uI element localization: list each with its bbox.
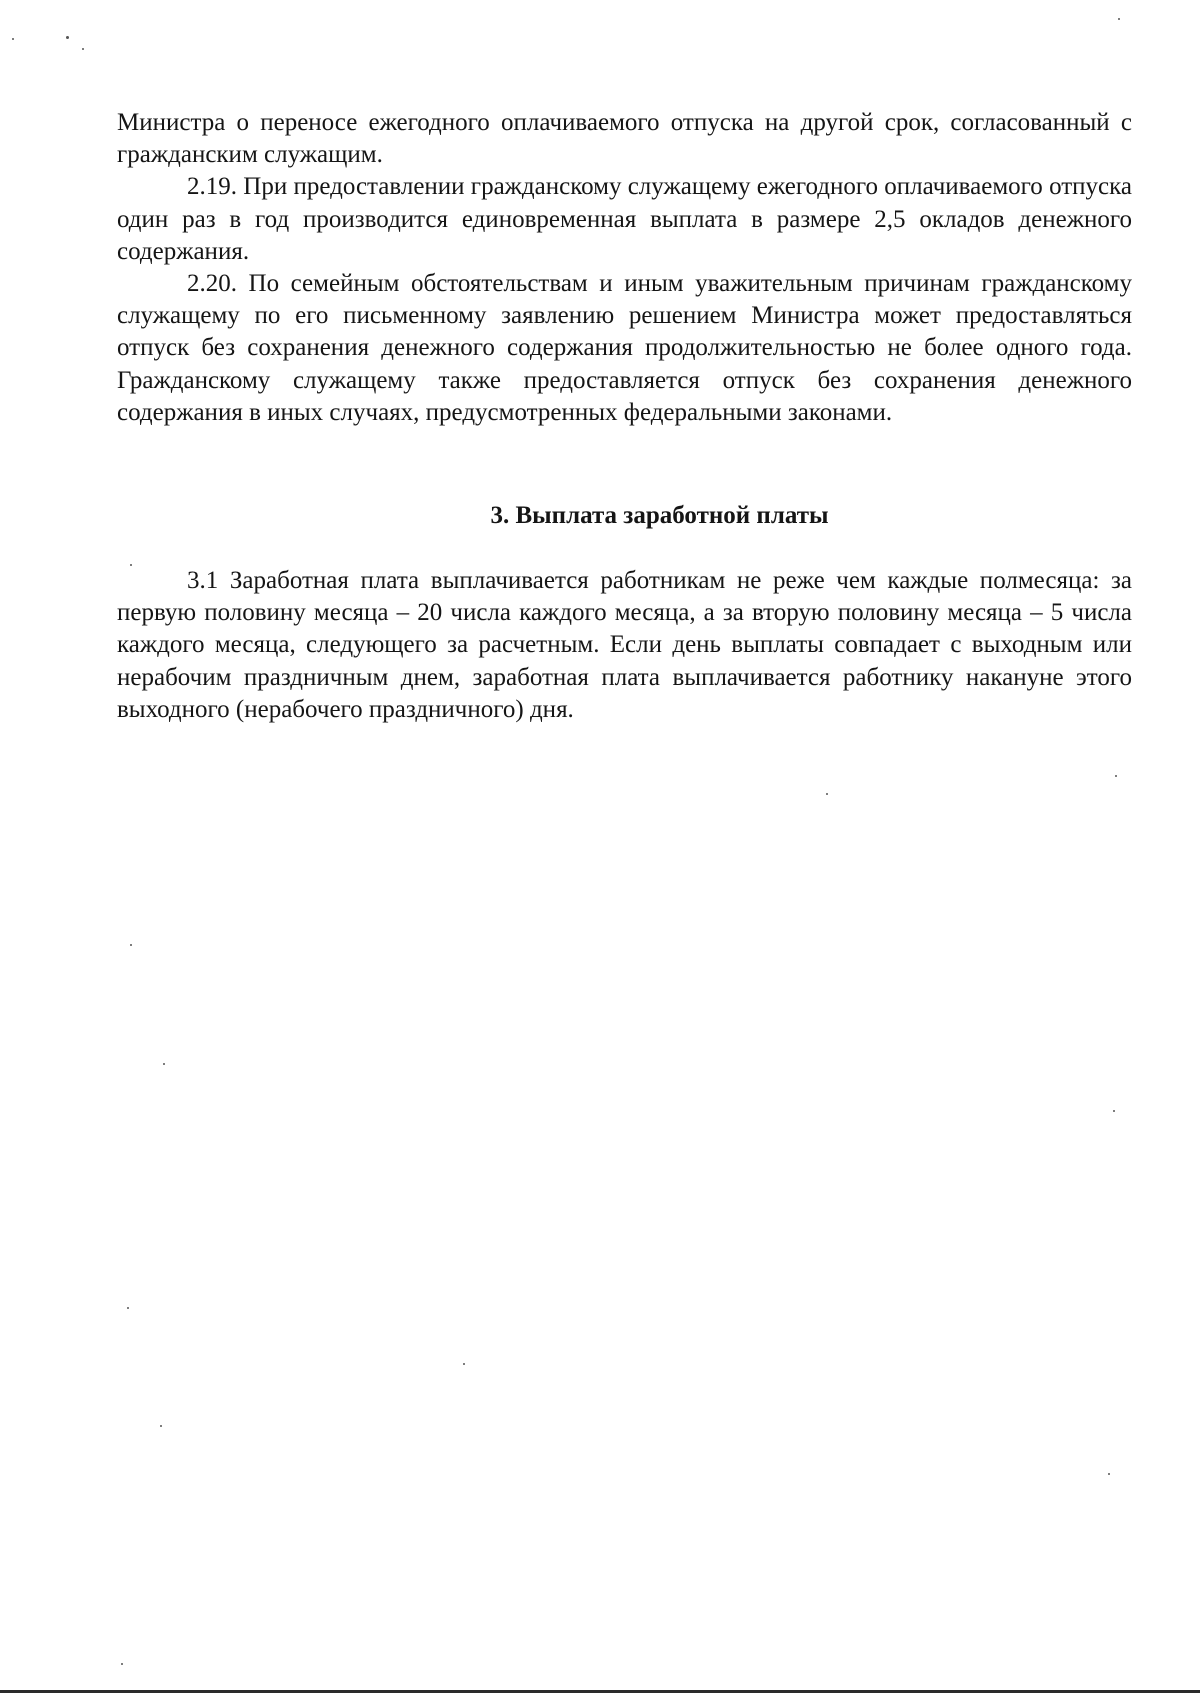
scan-speck — [121, 1663, 123, 1665]
paragraph-continuation: Министра о переносе ежегодного оплачиваемого отпуска на другой срок, согласованный с гражданским служащим. — [117, 109, 1132, 169]
scan-speck — [66, 36, 69, 39]
text-block-top — [117, 107, 1132, 429]
scan-speck — [163, 1063, 165, 1065]
paragraph-3-1: 3.1 Заработная плата выплачивается работникам не реже чем каждые полмесяца: за первую половину месяца – 20 числа каждого месяца, а за вторую половину месяца – 5 числа каждого месяца, следующего за расчетным. Если день выплаты совпадает с выходным или нерабочим праздничным днем, заработная плата выплачивается работнику накануне этого выходного (нерабочего праздничного) дня. — [117, 567, 1132, 723]
scan-speck — [82, 48, 84, 50]
paragraph-2-20: 2.20. По семейным обстоятельствам и иным уважительным причинам гражданскому служащему по его письменному заявлению решением Министра может предоставляться отпуск без сохранения денежного содержания продолжительностью не более одного года. Гражданскому служащему также предоставляется отпуск без сохранения денежного содержания в иных случаях, предусмотренных федеральными законами. — [117, 270, 1132, 426]
section-heading: 3. Выплата заработной платы — [490, 502, 829, 529]
scan-speck — [1108, 1473, 1110, 1475]
scan-speck — [1113, 1110, 1115, 1112]
scan-speck — [12, 38, 14, 40]
scan-speck — [130, 944, 132, 946]
scan-speck — [127, 1307, 129, 1309]
page-bottom-edge — [0, 1690, 1200, 1693]
text-block-bottom — [117, 565, 1132, 726]
scan-speck — [160, 1425, 162, 1427]
scan-speck — [463, 1363, 465, 1365]
scan-speck — [130, 564, 132, 566]
scan-speck — [1115, 775, 1117, 777]
scan-speck — [1118, 18, 1120, 20]
paragraph-2-19: 2.19. При предоставлении гражданскому служащему ежегодного оплачиваемого отпуска один раз в год производится единовременная выплата в размере 2,5 окладов денежного содержания. — [117, 173, 1132, 265]
scan-speck — [826, 793, 828, 795]
